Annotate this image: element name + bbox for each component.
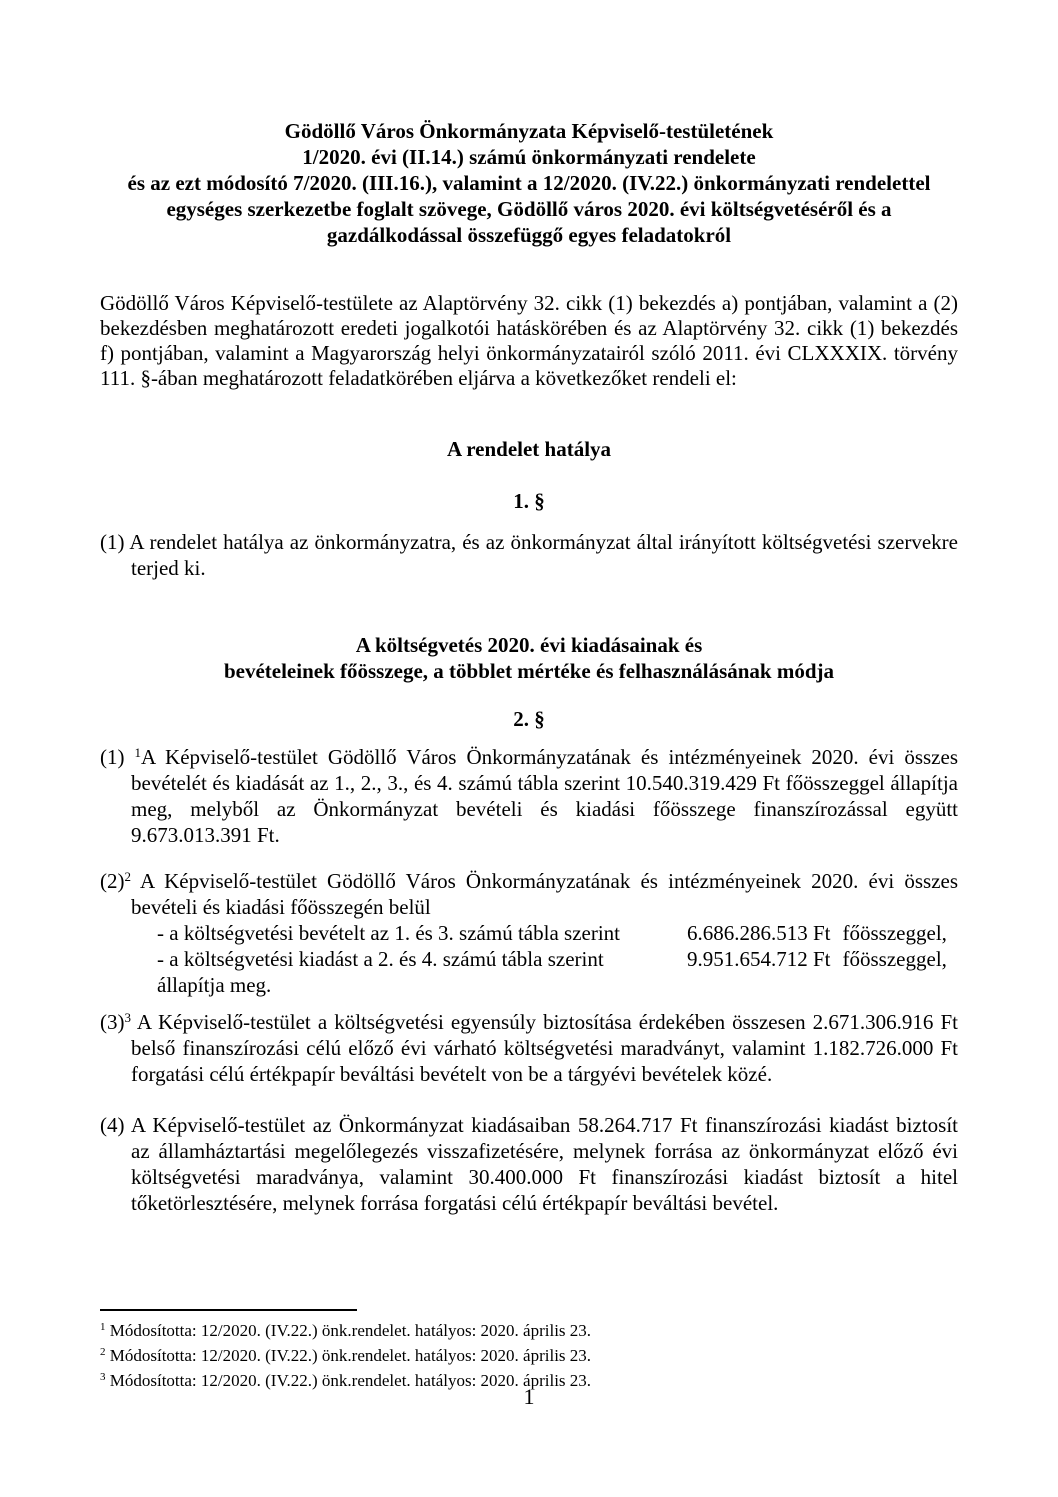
paragraph-marker: (3) <box>100 1010 125 1034</box>
budget-item-suffix: főösszeggel, <box>842 921 947 945</box>
footnote-ref-2: 2 <box>124 869 131 884</box>
paragraph-text: A Képviselő-testület Gödöllő Város Önkormányzatának és intézményeinek 2020. évi összes bevételét és kiadását az 1., 2., 3., és 4. számú tábla szerint 10.540.319.429 Ft főösszeggel állapítja meg, melyből az Önkormányzat bevételi és kiadási főösszege finanszírozással együtt 9.673.013.391 Ft. <box>131 745 958 847</box>
paragraph-text: A rendelet hatálya az önkormányzatra, és az önkormányzat által irányított költségvetési szervekre terjed ki. <box>129 530 958 580</box>
footnote-text: Módosította: 12/2020. (IV.22.) önk.rendelet. hatályos: 2020. április 23. <box>109 1346 592 1365</box>
page-number: 1 <box>523 1384 535 1409</box>
budget-item-label: - a költségvetési bevételt az 1. és 3. számú tábla szerint <box>157 921 620 945</box>
section2-paragraph-1 <box>100 744 958 848</box>
paragraph-text: A Képviselő-testület a költségvetési egyensúly biztosítása érdekében összesen 2.671.306.916 Ft belső finanszírozási célú előző évi várható költségvetési maradványt, valamint 1.182.726.000 Ft forgatási célú értékpapír beváltási bevételt von be a tárgyévi bevételek közé. <box>131 1010 958 1086</box>
footnote-2 <box>100 1343 958 1368</box>
section2-paragraph-4 <box>100 1112 958 1216</box>
footnotes <box>100 1318 958 1393</box>
paragraph-text: A Képviselő-testület Gödöllő Város Önkormányzatának és intézményeinek 2020. évi összes bevételi és kiadási főösszegén belül <box>131 869 959 919</box>
title-line-1: Gödöllő Város Önkormányzata Képviselő-testületének <box>284 119 774 143</box>
footnote-text: Módosította: 12/2020. (IV.22.) önk.rendelet. hatályos: 2020. április 23. <box>109 1371 592 1390</box>
paragraph-marker: (2) <box>100 869 125 893</box>
section2-heading-line-2: bevételeinek főösszege, a többlet mértéke és felhasználásának módja <box>223 659 835 683</box>
section2-paragraph-3 <box>100 1009 958 1087</box>
section2-heading <box>100 632 958 684</box>
document-title <box>100 118 958 248</box>
paragraph-closing-line: állapítja meg. <box>157 973 272 997</box>
section1-heading: A rendelet hatálya <box>446 437 612 461</box>
paragraph-marker: (4) <box>100 1113 125 1137</box>
title-line-2: 1/2020. évi (II.14.) számú önkormányzati rendelete <box>302 145 756 169</box>
footnote-ref-3: 3 <box>124 1010 131 1025</box>
section1-number: 1. § <box>513 489 545 513</box>
budget-item-suffix: főösszeggel, <box>842 947 947 971</box>
budget-line-item-revenue <box>131 920 958 946</box>
paragraph-marker: (1) <box>100 745 125 769</box>
section2-heading-line-1: A költségvetés 2020. évi kiadásainak és <box>355 633 703 657</box>
section2-number: 2. § <box>513 707 545 731</box>
budget-line-item-expenditure <box>131 946 958 972</box>
footnote-marker: 1 <box>100 1321 106 1333</box>
budget-item-amount: 6.686.286.513 Ft <box>687 921 831 945</box>
paragraph-intro-line <box>100 868 959 920</box>
footnote-marker: 3 <box>100 1371 106 1383</box>
footnote-ref-1: 1 <box>134 745 142 760</box>
section2-paragraph-2 <box>100 868 958 998</box>
title-line-4: egységes szerkezetbe foglalt szövege, Gödöllő város 2020. évi költségvetéséről és a <box>166 197 892 221</box>
paragraph-marker: (1) <box>100 530 125 554</box>
budget-item-label: - a költségvetési kiadást a 2. és 4. számú tábla szerint <box>157 947 604 971</box>
section1-paragraph-1 <box>100 529 958 581</box>
footnote-text: Módosította: 12/2020. (IV.22.) önk.rendelet. hatályos: 2020. április 23. <box>109 1321 592 1340</box>
budget-item-amount: 9.951.654.712 Ft <box>687 947 831 971</box>
paragraph-text: A Képviselő-testület az Önkormányzat kiadásaiban 58.264.717 Ft finanszírozási kiadást biztosít az államháztartási megelőlegezés visszafizetésére, melynek forrása az önkormányzat előző évi költségvetési maradványa, valamint 30.400.000 Ft finanszírozási kiadást biztosít a hitel tőketörlesztésére, melynek forrása forgatási célú értékpapír beváltási bevétel. <box>130 1113 959 1215</box>
title-line-3: és az ezt módosító 7/2020. (III.16.), valamint a 12/2020. (IV.22.) önkormányzati rendelettel <box>127 171 931 195</box>
title-line-5: gazdálkodással összefüggő egyes feladatokról <box>326 223 732 247</box>
footnote-1 <box>100 1318 958 1343</box>
footnote-marker: 2 <box>100 1346 106 1358</box>
footnote-separator <box>100 1309 357 1311</box>
preamble-paragraph: Gödöllő Város Képviselő-testülete az Alaptörvény 32. cikk (1) bekezdés a) pontjában, valamint a (2) bekezdésben meghatározott eredeti jogalkotói hatáskörében és az Alaptörvény 32. cikk (1) bekezdés f) pontjában, valamint a Magyarország helyi önkormányzatairól szóló 2011. évi CLXXXIX. törvény 111. §-ában meghatározott feladatkörében eljárva a következőket rendeli el: <box>100 291 958 390</box>
